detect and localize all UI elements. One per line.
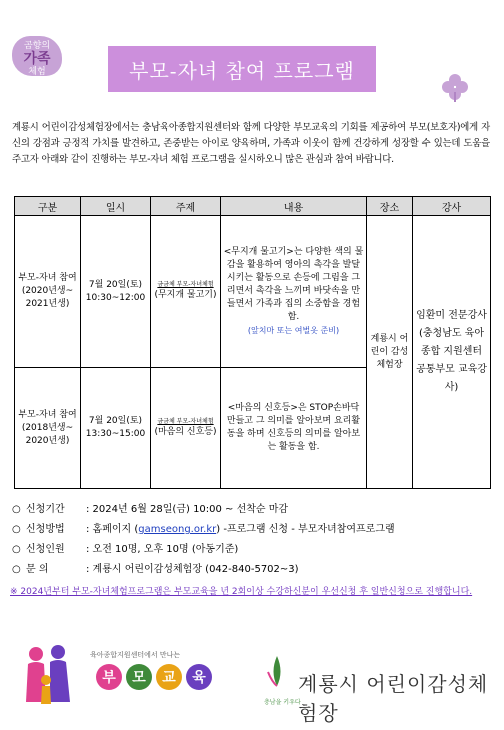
header-datetime: 일시 [81,197,151,216]
instructor-cell: 임환미 전문강사 (충청남도 육아종합 지원센터 공통부모 교육강사) [413,216,491,489]
header-content: 내용 [221,197,367,216]
badge-top: 곰향의 [23,41,51,51]
clover-icon [440,72,470,102]
header-category: 구분 [15,197,81,216]
right-mark-text: 충남을 키우다 [264,699,301,706]
table-header-row [15,197,491,216]
info-contact [12,563,492,577]
info-value: : 홈페이지 ( [86,524,139,535]
content-note: (앞치마 또는 여벌옷 준비) [247,325,340,335]
bullet-icon: ○ [12,564,21,575]
theme-title: (무지개 물고기) [154,290,217,300]
header-place: 장소 [367,197,413,216]
badge-main: 가족 [23,51,51,67]
row-theme [151,216,221,368]
info-label: 신청기간 [26,504,65,515]
gyeryong-mark-icon [262,652,301,708]
row-theme [151,368,221,489]
bullet-icon: ○ [12,524,21,535]
info-method [12,523,492,537]
info-label: 신청인원 [26,544,65,555]
theme-small-label: 금금체 부모-자녀체험 [157,417,214,425]
family-logo-icon [16,640,80,710]
row-datetime: 7월 20일(토) 10:30~12:00 [81,216,151,368]
content-text: <무지개 물고기>는 다양한 색의 물감을 활용하여 영아의 촉각을 발달시키는 활동으로 손등에 그림을 그리면서 촉각을 느끼며 바닷속을 만들면서 가족과 집의 소중함을 경험함. [223,246,364,322]
bubble-4: 육 [186,664,212,690]
intro-text: 계룡시 어린이감성체험장에서는 충남육아종합지원센터와 함께 다양한 부모교육의 기회를 제공하여 부모(보호자)에게 자신의 강점과 긍정적 가치를 발견하고, 존중받는 아이로 양육하며, 가족과 이웃이 함께 건강하게 성장할 수 있는데 도움을 주고자 아래와 같이 진행하는 부모-자녀 체험 프로그램을 실시하오니 많은 관심과 참여 바랍니다. [12,122,490,165]
info-value: : 계룡시 어린이감성체험장 (042-840-5702~3) [86,564,299,575]
info-people [12,543,492,557]
bubble-3: 교 [156,664,182,690]
info-label: 문 의 [26,564,49,575]
footer-org-name: 계룡시 어린이감성체험장 [298,672,489,725]
info-label: 신청방법 [26,524,65,535]
theme-title: (마음의 신호등) [154,426,217,437]
header-theme: 주제 [151,197,221,216]
table-row [15,216,491,368]
row-datetime: 7월 20일(토) 13:30~15:00 [81,368,151,489]
theme-small-label: 금금체 부모-자녀체험 [157,281,214,288]
row-content [221,368,367,489]
header-instructor: 강사 [413,197,491,216]
info-period [12,503,492,517]
bullet-icon: ○ [12,504,21,515]
info-value: ) -프로그램 신청 - 부모자녀참여프로그램 [216,524,395,535]
row-category: 부모-자녀 참여 (2018년생~ 2020년생) [15,368,81,489]
footer-bubbles [96,664,212,690]
row-content [221,216,367,368]
notice-text: ※ 2024년부터 부모-자녀체험프로그램은 부모교육을 년 2회이상 수강하신분이 우선신청 후 일반신청으로 진행합니다. [10,587,473,597]
program-badge [12,36,62,76]
bullet-icon: ○ [12,544,21,555]
info-value: : 오전 10명, 오후 10명 (아동기준) [86,544,239,555]
info-value: : 2024년 6월 28일(금) 10:00 ~ 선착순 마감 [86,504,289,515]
page-title: 부모-자녀 참여 프로그램 [108,46,376,92]
bubble-2: 모 [126,664,152,690]
row-category: 부모-자녀 참여 (2020년생~ 2021년생) [15,216,81,368]
place-cell: 계룡시 어린이 감성 체험장 [367,216,413,489]
homepage-link[interactable]: gamseong.or.kr [138,524,217,535]
program-table [14,196,491,489]
content-text: <마음의 신호등>은 STOP손바닥 만들고 그 의미를 알아보며 요리활동을 하며 신호등의 의미를 알아보는 활동을 함. [226,403,361,452]
badge-tail: 체험 [28,67,46,77]
footer-tagline: 육아종합지원센터에서 만나는 [90,651,181,659]
bubble-1: 부 [96,664,122,690]
